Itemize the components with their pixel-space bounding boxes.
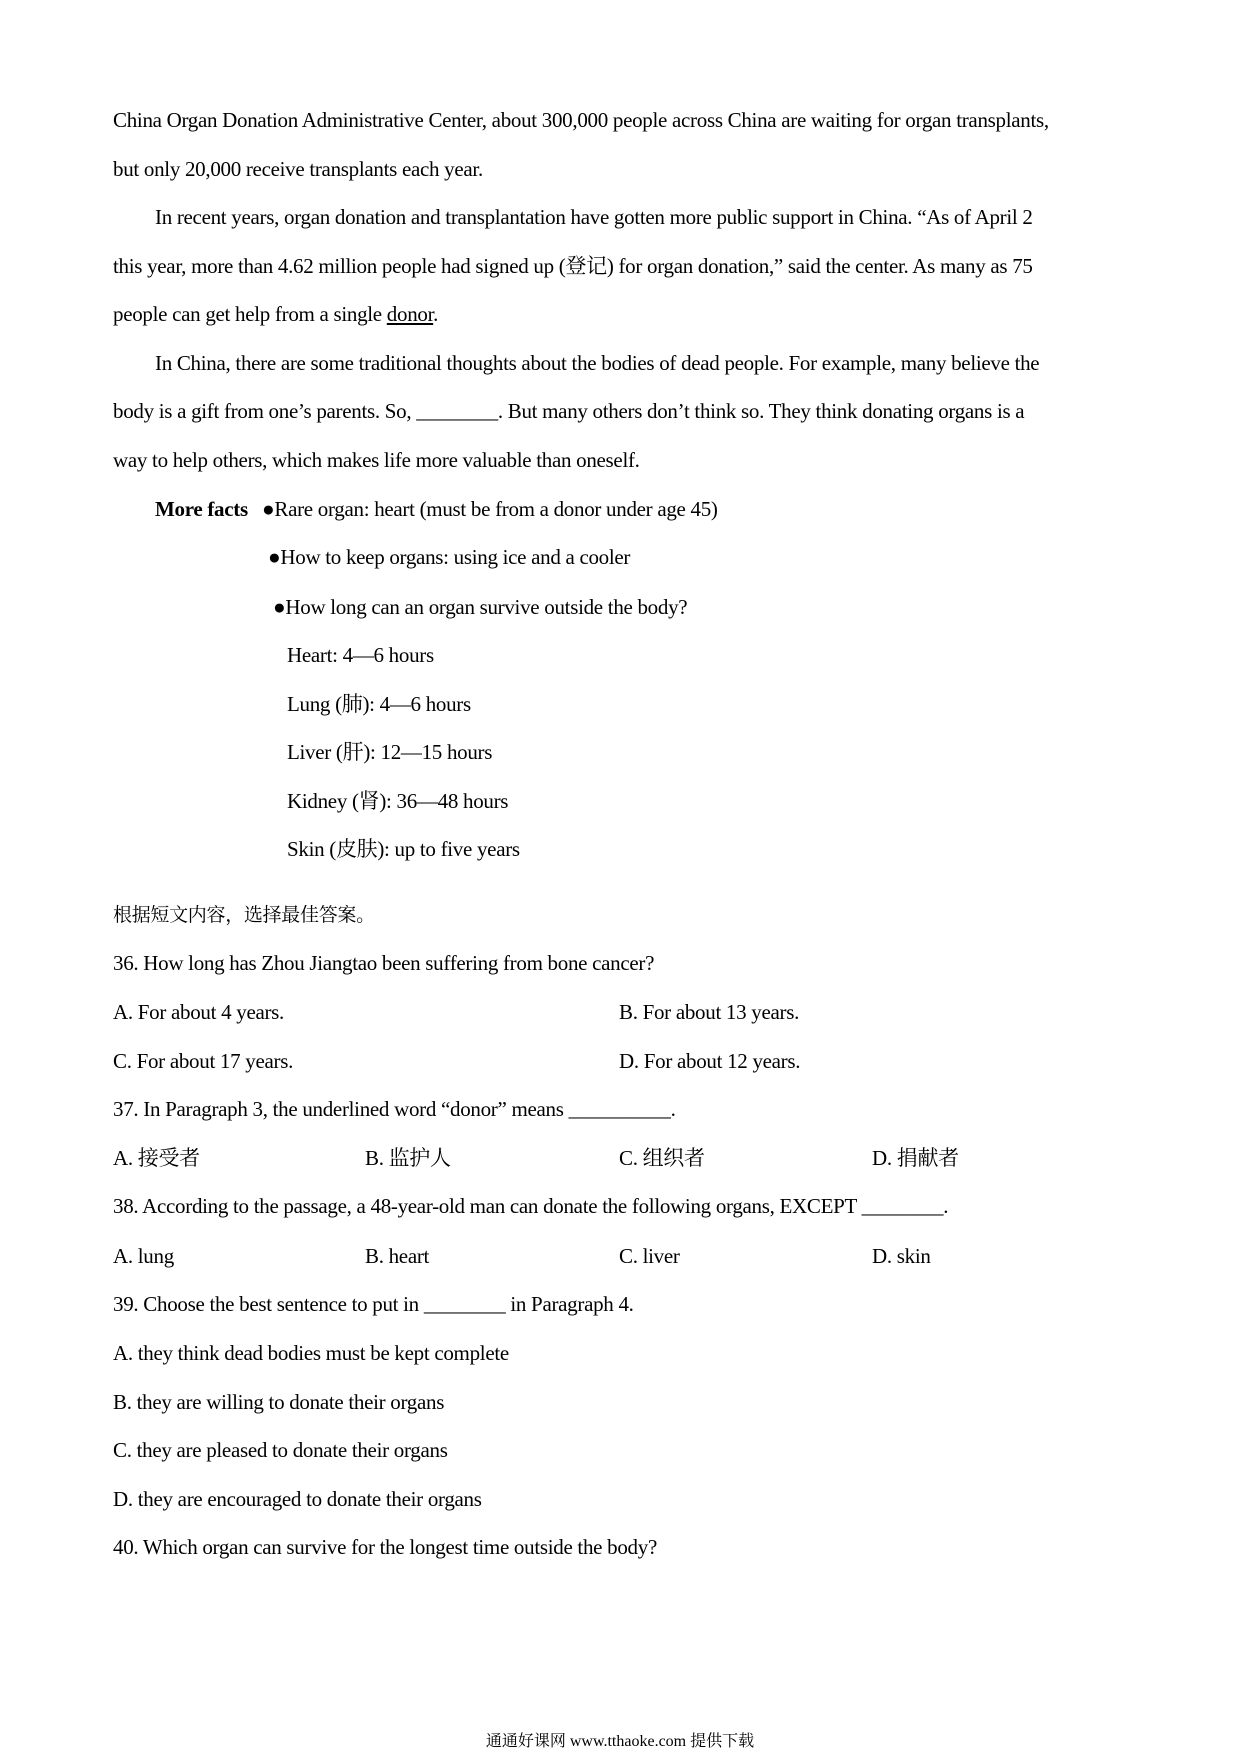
survival-item: Lung (肺): 4—6 hours	[287, 692, 471, 716]
option-a: A. For about 4 years.	[113, 1000, 285, 1024]
option-c: C. liver	[619, 1244, 680, 1268]
more-facts-label: More facts	[155, 497, 248, 521]
survival-item: Liver (肝): 12—15 hours	[287, 740, 493, 764]
question-40: 40. Which organ can survive for the longest time outside the body?	[113, 1535, 657, 1559]
option-d: D. skin	[872, 1244, 931, 1268]
option-a: A. 接受者	[113, 1146, 200, 1170]
question-39: 39. Choose the best sentence to put in ________ in Paragraph 4.	[113, 1292, 634, 1316]
underlined-word: donor	[386, 302, 434, 326]
option-a: A. lung	[113, 1244, 174, 1268]
paragraph-line: In recent years, organ donation and transplantation have gotten more public support in China. “As of April 2	[155, 205, 1033, 229]
fact-bullet: ●Rare organ: heart (must be from a donor under age 45)	[262, 497, 718, 521]
paragraph-line: body is a gift from one’s parents. So, ________. But many others don’t think so. They think donating organs is a	[113, 399, 1025, 423]
survival-item: Heart: 4—6 hours	[287, 643, 434, 667]
question-36: 36. How long has Zhou Jiangtao been suffering from bone cancer?	[113, 951, 655, 975]
option-c: C. For about 17 years.	[113, 1049, 294, 1073]
option-d: D. they are encouraged to donate their organs	[113, 1487, 482, 1511]
option-d: D. For about 12 years.	[619, 1049, 801, 1073]
paragraph-line: but only 20,000 receive transplants each year.	[113, 157, 483, 181]
option-b: B. they are willing to donate their organs	[113, 1390, 445, 1414]
option-b: B. heart	[365, 1244, 430, 1268]
paragraph-line: China Organ Donation Administrative Center, about 300,000 people across China are waiting for organ transplants,	[113, 108, 1049, 132]
instructions: 根据短文内容，选择最佳答案。	[113, 904, 375, 926]
text: people can get help from a single	[113, 302, 387, 326]
option-a: A. they think dead bodies must be kept complete	[113, 1341, 509, 1365]
footer-watermark: 通通好课网 www.tthaoke.com 提供下载	[485, 1733, 755, 1750]
option-d: D. 捐献者	[872, 1146, 959, 1170]
question-38: 38. According to the passage, a 48-year-old man can donate the following organs, EXCEPT ________.	[113, 1194, 949, 1218]
fact-bullet: ●How to keep organs: using ice and a cooler	[268, 545, 631, 569]
paragraph-line: this year, more than 4.62 million people had signed up (登记) for organ donation,” said the center. As many as 75	[113, 254, 1033, 278]
question-37: 37. In Paragraph 3, the underlined word “donor” means __________.	[113, 1097, 676, 1121]
option-b: B. For about 13 years.	[619, 1000, 800, 1024]
option-c: C. 组织者	[619, 1146, 705, 1170]
paragraph-line	[113, 302, 438, 326]
paragraph-line: In China, there are some traditional thoughts about the bodies of dead people. For example, many believe the	[155, 351, 1040, 375]
option-c: C. they are pleased to donate their organs	[113, 1438, 448, 1462]
text: .	[433, 302, 439, 326]
paragraph-line: way to help others, which makes life more valuable than oneself.	[113, 448, 640, 472]
survival-item: Skin (皮肤): up to five years	[287, 837, 520, 861]
survival-item: Kidney (肾): 36—48 hours	[287, 789, 509, 813]
option-b: B. 监护人	[365, 1146, 451, 1170]
fact-bullet: ●How long can an organ survive outside the body?	[273, 595, 688, 619]
